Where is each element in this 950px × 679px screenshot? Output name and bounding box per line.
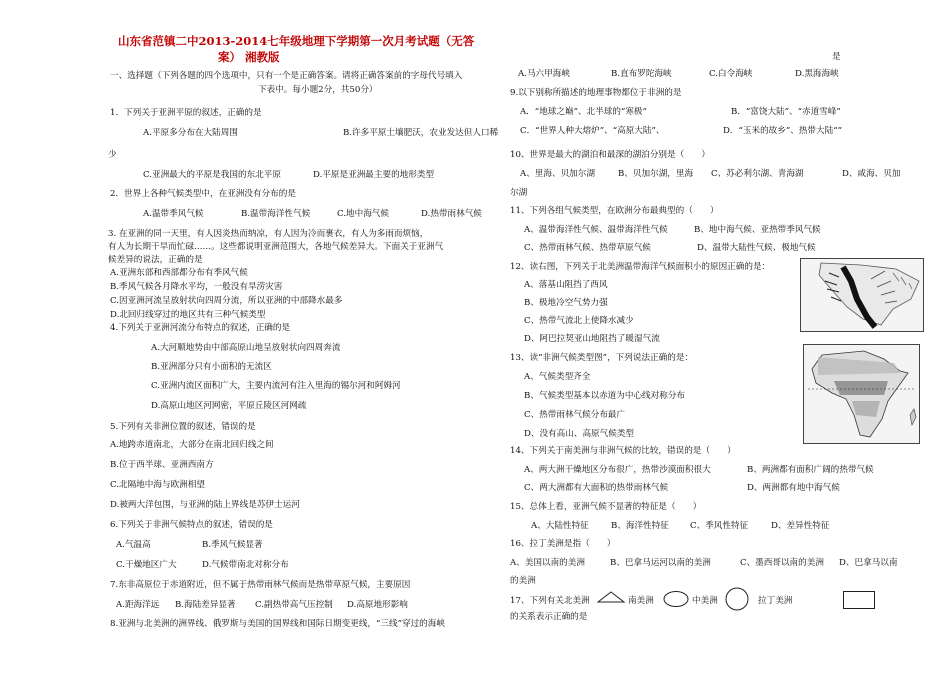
q3-option-b: B.季风气候各月降水平均，一般没有旱涝灾害 [110,282,283,292]
q6-option-a: A.气温高 [116,540,151,550]
q1-option-a: A.平原多分布在大陆周围 [143,128,238,138]
q10-option-d-cont: 尔湖 [510,188,528,198]
q7-option-d: D.高原地形影响 [347,600,408,610]
q4-option-b: B.亚洲部分只有小面积的无流区 [151,362,272,372]
q1-option-b-cont: 少 [108,150,117,160]
q10-option-c: C、苏必利尔湖、青海湖 [711,169,804,179]
q13-option-c: C、热带雨林气候分布最广 [524,410,626,420]
q4-option-a: A.大河顺地势由中部高原山地呈放射状向四周奔流 [151,343,341,353]
q6-option-d: D.气候带南北对称分布 [202,560,289,570]
q12-option-c: C、热带气流北上使降水减少 [524,316,634,326]
q9-option-a: A．“地球之巅”、北半球的“寒极” [520,107,647,117]
q17-label-latin-america: 拉丁美洲 [758,596,793,606]
q1-option-c: C.亚洲最大的平原是我国的东北平原 [143,170,281,180]
question-10: 10、世界是最大的湖泊和最深的湖泊分别是（ ） [510,150,710,160]
q7-option-a: A.距海洋远 [116,600,160,610]
q8-option-b: B.直布罗陀海峡 [611,69,672,79]
q12-option-b: B、极地冷空气势力强 [524,298,608,308]
q13-option-b: B、气候类型基本以赤道为中心线对称分布 [524,391,686,401]
question-4: 4.下列关于亚洲河流分布特点的叙述，正确的是 [110,323,291,333]
q7-option-c: C.副热带高气压控制 [255,600,333,610]
q13-option-d: D、没有高山、高原气候类型 [524,429,635,439]
q1-option-d: D.平原是亚洲最主要的地形类型 [313,170,435,180]
question-3: 3. 在亚洲的同一天里，有人因炎热而纳凉，有人因为冷而裹衣，有人为多雨而烦恼， [108,229,429,239]
q14-option-a: A、两大洲干燥地区分布很广，热带沙漠面积很大 [524,465,711,475]
q13-option-a: A、气候类型齐全 [524,372,591,382]
q14-option-d: D、两洲都有地中海气候 [747,483,840,493]
q10-option-a: A、里海、贝加尔湖 [520,169,595,179]
q3-option-a: A.亚洲东部和西部都分布有季风气候 [110,268,248,278]
question-2: 2．世界上各种气候类型中，在亚洲没有分布的是 [110,189,296,199]
q7-option-b: B.海陆差异显著 [175,600,236,610]
q15-option-b: B、海洋性特征 [611,521,669,531]
q5-option-c: C.北隔地中海与欧洲相望 [110,480,205,490]
q4-option-d: D.高原山地区河网密，平原丘陵区河网疏 [151,401,307,411]
q8-option-a: A.马六甲海峡 [518,69,570,79]
q11-option-d: D、温带大陆性气候、极地气候 [697,243,816,253]
q16-option-b: B、巴拿马运河以南的美洲 [610,558,711,568]
north-america-map-figure [800,258,924,332]
q17-label-south-america: 南美洲 [628,596,654,606]
q6-option-b: B.季风气候显著 [202,540,263,550]
q1-option-b: B.许多平原土壤肥沃，农业发达但人口稀 [343,128,499,138]
question-13: 13、读“非洲气候类型图”，下列说法正确的是： [510,353,694,363]
africa-climate-map-figure [803,344,920,444]
q17-label-central-america: 中美洲 [692,596,718,606]
q16-option-a: A、美国以南的美洲 [510,558,585,568]
q10-option-d: D、咸海、贝加 [842,169,901,179]
q14-option-c: C、两大洲都有大面积的热带雨林气候 [524,483,669,493]
page-title-cont: 案） 湘教版 [218,50,280,64]
question-3-cont2: 候差异的说法，正确的是 [108,255,203,265]
q10-option-b: B、贝加尔湖，里海 [618,169,694,179]
q11-option-a: A、温带海洋性气候、温带海洋性气候 [524,225,668,235]
q15-option-a: A、大陆性特征 [531,521,589,531]
question-12: 12、读右图，下列关于北美洲温带海洋气候面积小的原因正确的是： [510,262,771,272]
q6-option-c: C.干燥地区广大 [116,560,177,570]
q16-option-c: C、墨西哥以南的美洲 [740,558,824,568]
question-8: 8.亚洲与北美洲的洲界线、俄罗斯与美国的国界线和国际日期变更线，“三线”穿过的海峡 [110,619,445,629]
question-14: 14、下列关于南美洲与非洲气候的比较，错误的是（ ） [510,446,736,456]
question-6: 6.下列关于非洲气候特点的叙述，错误的是 [110,520,273,530]
q14-option-b: B、两洲都有面积广阔的热带气候 [747,465,874,475]
q2-option-d: D.热带雨林气候 [421,209,482,219]
circle-symbol [723,587,751,611]
question-7: 7.东非高原位于赤道附近，但不属于热带雨林气候而是热带草原气候，主要原因 [110,580,411,590]
q16-option-d: D、巴拿马以南 [839,558,898,568]
q11-option-b: B、地中海气候、亚热带季风气候 [694,225,821,235]
q5-option-a: A.地跨赤道南北，大部分在南北回归线之间 [110,440,274,450]
question-3-cont: 有人为长期干旱而忙碌……。这些都说明亚洲范围大，各地气候差异大。下面关于亚洲气 [108,242,444,252]
q15-option-d: D、差异性特征 [771,521,830,531]
q2-option-a: A.温带季风气候 [143,209,204,219]
q8-option-c: C.白令海峡 [709,69,753,79]
q3-option-c: C.因亚洲河流呈放射状向四周分流，所以亚洲的中部降水最多 [110,296,343,306]
question-8-end: 是 [832,52,841,62]
instructions-cont: 下表中。每小题2分，共50分） [258,85,378,95]
q12-option-a: A、落基山阻挡了西风 [524,280,608,290]
q9-option-d: D．“玉米的故乡”、热带大陆“” [723,126,842,136]
q16-option-d-cont: 的美洲 [510,576,536,586]
triangle-symbol [596,590,626,604]
oval-symbol [662,590,690,608]
question-17: 17、下列有关北美洲 [510,596,590,606]
question-5: 5.下列有关非洲位置的叙述，错误的是 [110,422,256,432]
q2-option-b: B.温带海洋性气候 [241,209,311,219]
q2-option-c: C.地中海气候 [337,209,389,219]
question-1: 1．下列关于亚洲平原的叙述，正确的是 [110,108,262,118]
q9-option-c: C．“世界人种大熔炉”、“高原大陆”、 [520,126,665,136]
q11-option-c: C、热带雨林气候、热带草原气候 [524,243,651,253]
q9-option-b: B．“富饶大陆”、“赤道雪峰” [731,107,841,117]
q3-option-d: D.北回归线穿过的地区共有三种气候类型 [110,310,266,320]
page-title: 山东省范镇二中2013-2014七年级地理下学期第一次月考试题（无答 [118,34,475,48]
question-16: 16、拉丁美洲是指（ ） [510,539,616,549]
instructions: 一、选择题（下列各题的四个选项中，只有一个是正确答案。请将正确答案前的字母代号填入 [110,71,463,81]
question-17-end: 的关系表示正确的是 [510,612,588,622]
q4-option-c: C.亚洲内流区面积广大，主要内流河有注入里海的锡尔河和阿姆河 [151,381,401,391]
q12-option-d: D、阿巴拉契亚山地阻挡了暖湿气流 [524,334,660,344]
question-9: 9.以下别称所描述的地理事物都位于非洲的是 [510,88,682,98]
q15-option-c: C、季风性特征 [690,521,749,531]
question-11: 11、下列各组气候类型，在欧洲分布最典型的（ ） [510,206,719,216]
q5-option-d: D.被两大洋包围，与亚洲的陆上界线是苏伊士运河 [110,500,300,510]
q8-option-d: D.黑海海峡 [795,69,839,79]
rectangle-symbol [843,591,875,609]
question-15: 15、总体上看，亚洲气候不显著的特征是（ ） [510,502,702,512]
q5-option-b: B.位于西半球、亚洲西南方 [110,460,214,470]
